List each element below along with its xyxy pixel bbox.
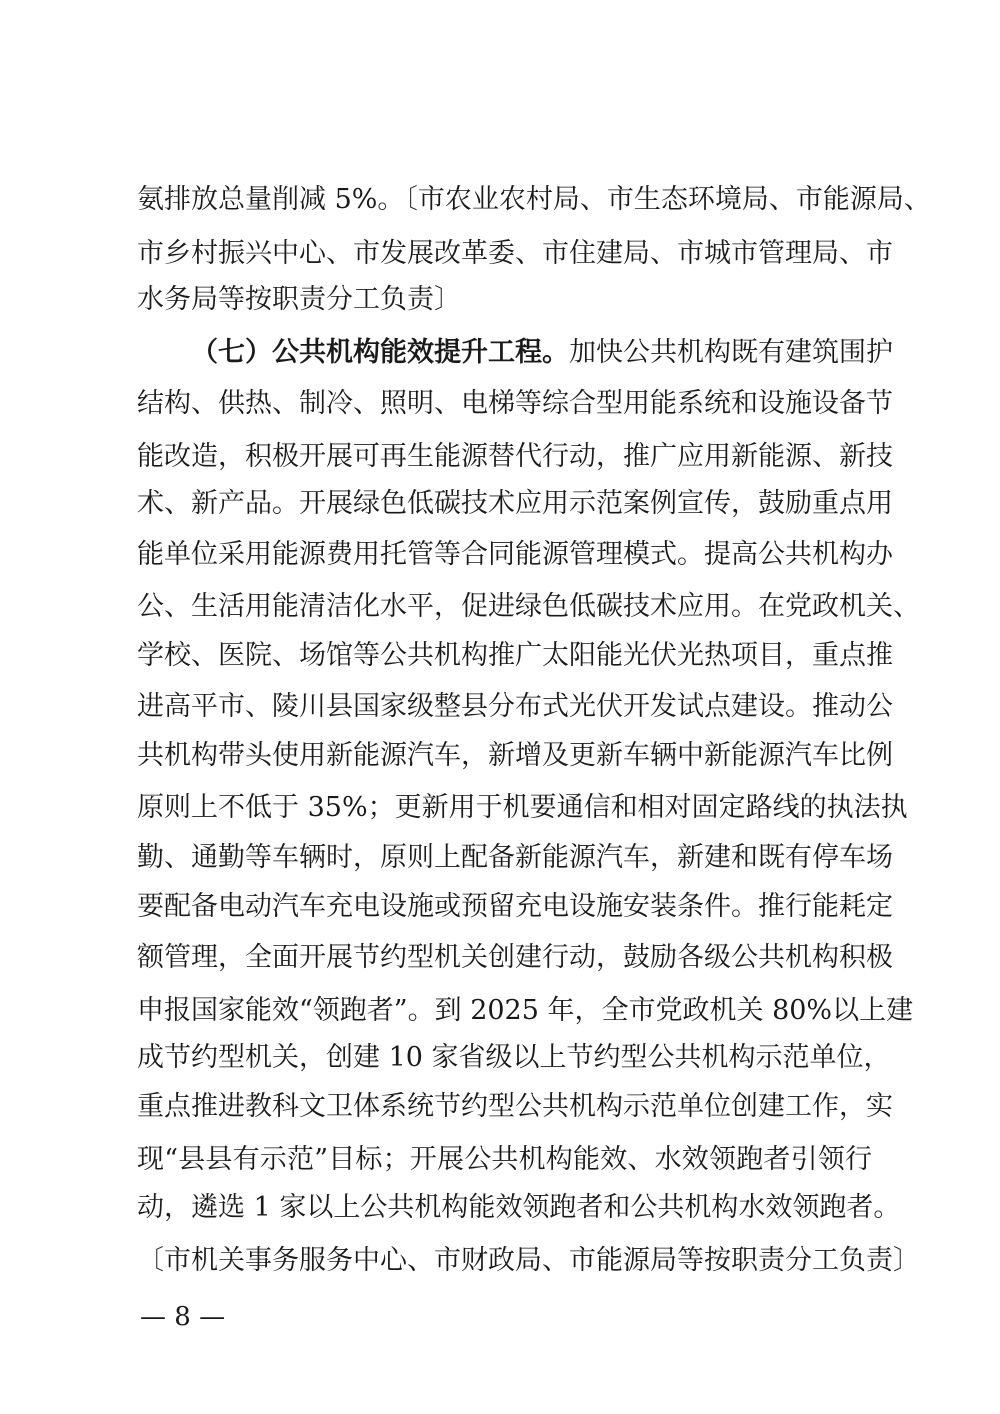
paragraph-line: 申报国家能效“领跑者”。到 2025 年，全市党政机关 80%以上建	[137, 995, 914, 1026]
paragraph-line: 勤、通勤等车辆时，原则上配备新能源汽车，新建和既有停车场	[137, 842, 893, 873]
section-heading-line	[191, 333, 893, 373]
paragraph-line: 市乡村振兴中心、市发展改革委、市住建局、市城市管理局、市	[137, 238, 893, 269]
paragraph-line: 术、新产品。开展绿色低碳技术应用示范案例宣传，鼓励重点用	[137, 488, 893, 519]
page-number: — 8 —	[140, 1302, 226, 1332]
paragraph-line: 现“县县有示范”目标；开展公共机构能效、水效领跑者引领行	[137, 1144, 872, 1175]
paragraph-line: 要配备电动汽车充电设施或预留充电设施安装条件。推行能耗定	[137, 891, 893, 922]
paragraph-line: 水务局等按职责分工负责〕	[137, 284, 461, 315]
paragraph-line: 学校、医院、场馆等公共机构推广太阳能光伏光热项目，重点推	[137, 640, 893, 671]
paragraph-line: 〔市机关事务服务中心、市财政局、市能源局等按职责分工负责〕	[137, 1245, 920, 1276]
section-heading: （七）公共机构能效提升工程。	[191, 337, 569, 368]
paragraph-line: 公、生活用能清洁化水平，促进绿色低碳技术应用。在党政机关、	[137, 591, 920, 622]
paragraph-line: 能单位采用能源费用托管等合同能源管理模式。提高公共机构办	[137, 539, 893, 570]
paragraph-line: 能改造，积极开展可再生能源替代行动，推广应用新能源、新技	[137, 441, 893, 472]
paragraph-line: 重点推进教科文卫体系统节约型公共机构示范单位创建工作，实	[137, 1091, 893, 1122]
paragraph-line: 结构、供热、制冷、照明、电梯等综合型用能系统和设施设备节	[137, 388, 893, 419]
paragraph-line: 进高平市、陵川县国家级整县分布式光伏开发试点建设。推动公	[137, 691, 893, 722]
paragraph-line: 成节约型机关，创建 10 家省级以上节约型公共机构示范单位，	[137, 1042, 891, 1073]
paragraph-line: 动，遴选 1 家以上公共机构能效领跑者和公共机构水效领跑者。	[137, 1192, 901, 1223]
paragraph-line: 共机构带头使用新能源汽车，新增及更新车辆中新能源汽车比例	[137, 740, 893, 771]
section-intro: 加快公共机构既有建筑围护	[569, 337, 893, 368]
paragraph-line: 氨排放总量削减 5%。〔市农业农村局、市生态环境局、市能源局、	[137, 184, 931, 215]
paragraph-line: 原则上不低于 35%；更新用于机要通信和相对固定路线的执法执	[137, 792, 908, 823]
paragraph-line: 额管理，全面开展节约型机关创建行动，鼓励各级公共机构积极	[137, 942, 893, 973]
